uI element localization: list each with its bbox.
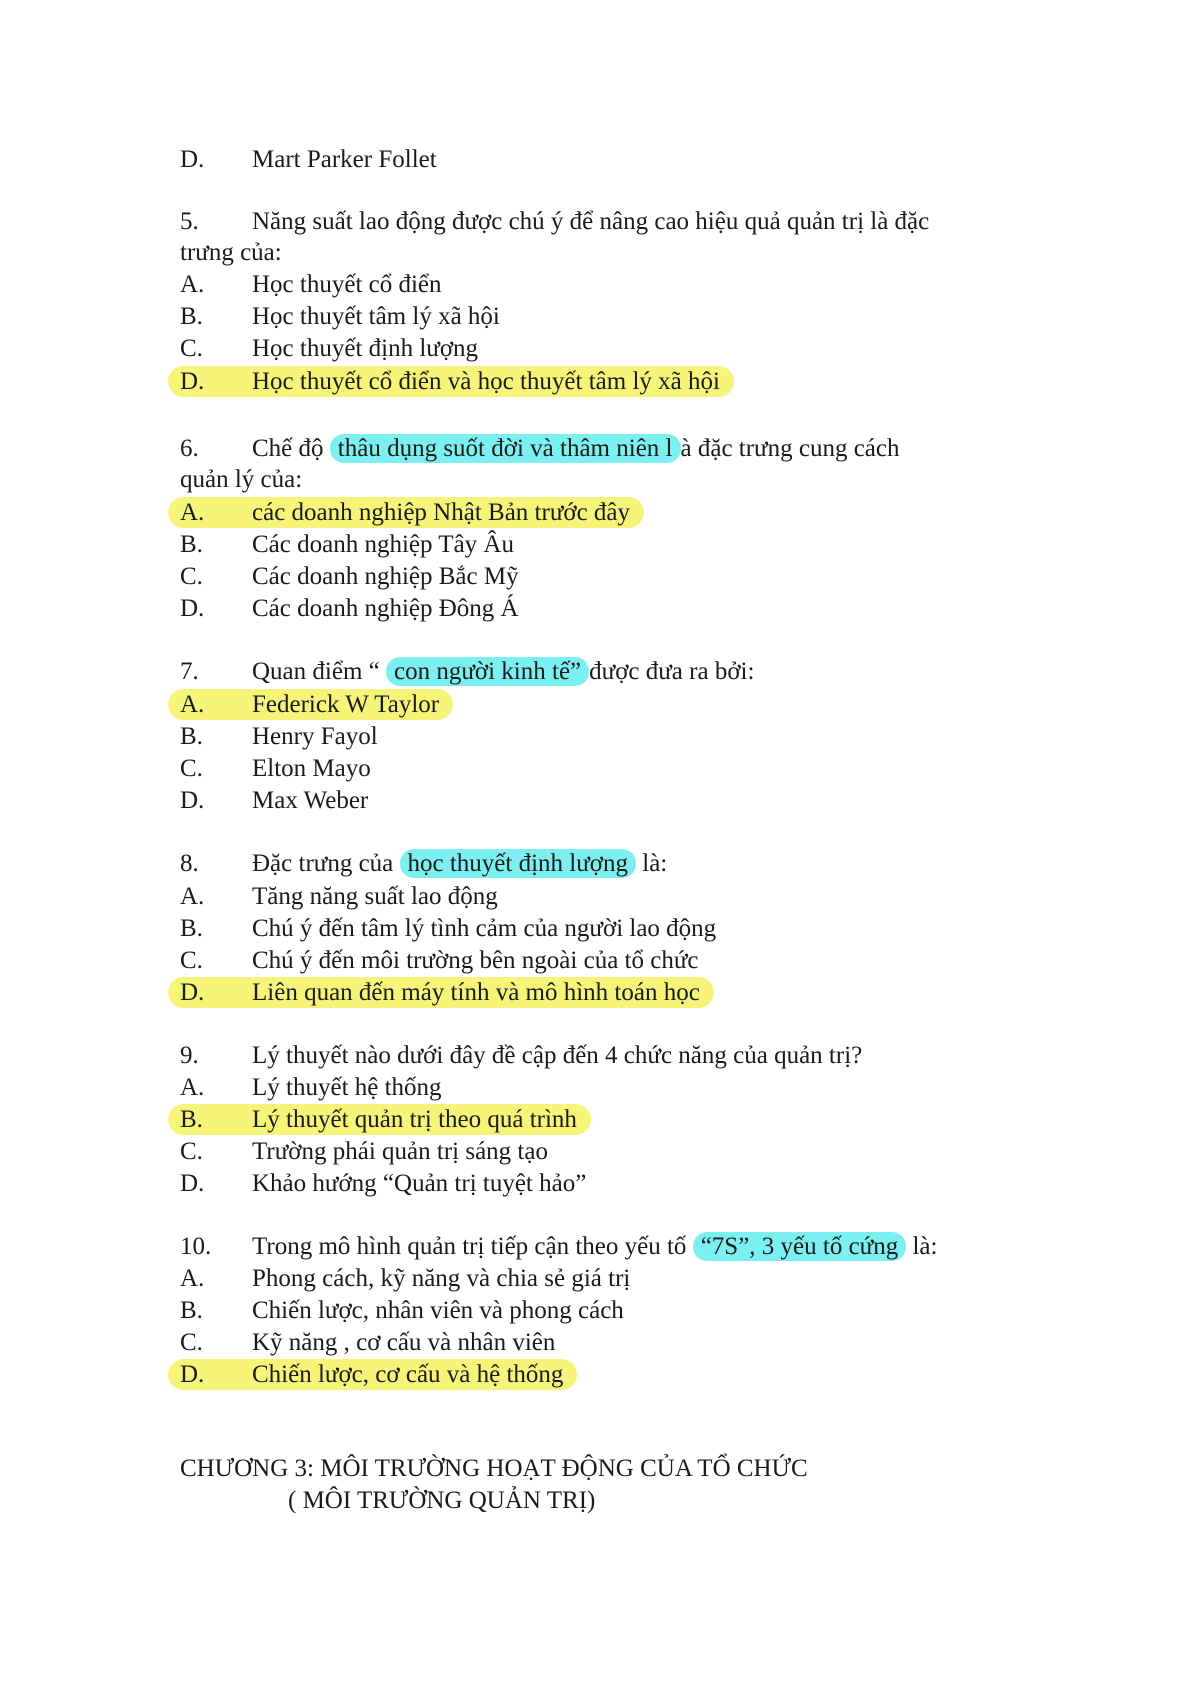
q5-stem-line2: trưng của: — [180, 239, 282, 266]
option-text: Lý thuyết hệ thống — [252, 1074, 442, 1101]
option-text: Liên quan đến máy tính và mô hình toán học — [252, 979, 700, 1006]
option-label: D. — [180, 368, 205, 395]
q6-option-d — [180, 593, 519, 625]
option-label: C. — [180, 1329, 203, 1356]
option-label: B. — [180, 531, 203, 558]
option-label: B. — [180, 1106, 203, 1133]
option-text: Max Weber — [252, 787, 369, 814]
option-text: Henry Fayol — [252, 723, 378, 750]
option-text: Các doanh nghiệp Đông Á — [252, 595, 519, 622]
option-text: Trường phái quản trị sáng tạo — [252, 1138, 548, 1165]
option-label: A. — [180, 271, 205, 298]
chapter-title: CHƯƠNG 3: MÔI TRƯỜNG HOẠT ĐỘNG CỦA TỔ CHỨC — [180, 1455, 808, 1482]
option-text: Tăng năng suất lao động — [252, 883, 498, 910]
option-label: A. — [180, 1265, 205, 1292]
term-highlight: “7S”, 3 yếu tố cứng — [693, 1232, 907, 1261]
option-label: A. — [180, 499, 205, 526]
q6-stem — [180, 433, 900, 465]
q5-option-d — [180, 366, 734, 398]
option-text: Lý thuyết quản trị theo quá trình — [252, 1106, 577, 1133]
q5-option-c — [180, 333, 478, 365]
q9-stem — [180, 1040, 862, 1072]
q10-option-d — [180, 1359, 577, 1391]
option-text: các doanh nghiệp Nhật Bản trước đây — [252, 499, 631, 526]
option-text: Các doanh nghiệp Tây Âu — [252, 531, 514, 558]
question-text: Năng suất lao động được chú ý để nâng cao hiệu quả quản trị là đặc — [252, 208, 930, 235]
option-text: Mart Parker Follet — [252, 146, 437, 173]
q5-option-a — [180, 269, 442, 301]
q9-option-b — [180, 1104, 591, 1136]
term-highlight: thâu dụng suốt đời và thâm niên l — [330, 434, 681, 463]
question-text: Trong mô hình quản trị tiếp cận theo yếu tố — [252, 1233, 693, 1260]
option-text: Elton Mayo — [252, 755, 371, 782]
question-text: Đặc trưng của — [252, 850, 400, 877]
option-text: Chú ý đến môi trường bên ngoài của tổ chức — [252, 947, 699, 974]
question-text-rest: là: — [636, 850, 668, 877]
question-number: 10. — [180, 1233, 212, 1260]
option-text: Chú ý đến tâm lý tình cảm của người lao động — [252, 915, 717, 942]
q6-option-b — [180, 529, 514, 561]
option-text: Học thuyết cổ điển và học thuyết tâm lý xã hội — [252, 368, 720, 395]
q10-option-a — [180, 1263, 630, 1295]
option-text: Học thuyết tâm lý xã hội — [252, 303, 500, 330]
q7-option-c — [180, 753, 371, 785]
answer-highlight — [168, 689, 453, 720]
q7-stem — [180, 656, 754, 688]
option-text: Chiến lược, nhân viên và phong cách — [252, 1297, 624, 1324]
q6-stem-line2: quản lý của: — [180, 466, 303, 493]
option-label: C. — [180, 1138, 203, 1165]
q10-option-b — [180, 1295, 624, 1327]
option-text: Học thuyết định lượng — [252, 335, 479, 362]
q8-option-d — [180, 977, 714, 1009]
option-label: A. — [180, 883, 205, 910]
q8-stem — [180, 848, 667, 880]
q4-option-d — [180, 144, 437, 176]
option-text: Khảo hướng “Quản trị tuyệt hảo” — [252, 1170, 587, 1197]
option-label: B. — [180, 1297, 203, 1324]
q8-option-a — [180, 881, 498, 913]
question-number: 7. — [180, 658, 199, 685]
q10-option-c — [180, 1327, 555, 1359]
q9-option-c — [180, 1136, 548, 1168]
option-label: C. — [180, 335, 203, 362]
q5-stem — [180, 206, 929, 238]
option-text: Các doanh nghiệp Bắc Mỹ — [252, 563, 519, 590]
option-label: C. — [180, 563, 203, 590]
option-text: Chiến lược, cơ cấu và hệ thống — [252, 1361, 564, 1388]
answer-highlight — [168, 366, 734, 397]
question-text-rest: à đặc trưng cung cách — [680, 435, 900, 462]
option-text: Kỹ năng , cơ cấu và nhân viên — [252, 1329, 556, 1356]
q9-option-a — [180, 1072, 442, 1104]
option-text: Học thuyết cổ điển — [252, 271, 442, 298]
q6-option-a — [180, 497, 644, 529]
question-number: 6. — [180, 435, 199, 462]
q8-option-c — [180, 945, 698, 977]
option-label: C. — [180, 755, 203, 782]
question-text: Lý thuyết nào dưới đây đề cập đến 4 chức năng của quản trị? — [252, 1042, 863, 1069]
option-text: Phong cách, kỹ năng và chia sẻ giá trị — [252, 1265, 631, 1292]
q5-option-b — [180, 301, 500, 333]
option-label: D. — [180, 979, 205, 1006]
option-label: D. — [180, 146, 205, 173]
option-label: D. — [180, 1170, 205, 1197]
q7-option-d — [180, 785, 368, 817]
question-text-rest: là: — [906, 1233, 938, 1260]
question-number: 9. — [180, 1042, 199, 1069]
question-text: Chế độ — [252, 435, 330, 462]
q10-stem — [180, 1231, 937, 1263]
term-highlight: con người kinh tế” — [386, 657, 589, 686]
answer-highlight — [168, 1359, 577, 1390]
option-label: D. — [180, 595, 205, 622]
term-highlight: học thuyết định lượng — [400, 849, 637, 878]
question-number: 5. — [180, 208, 199, 235]
option-label: A. — [180, 1074, 205, 1101]
option-text: Federick W Taylor — [252, 691, 440, 718]
option-label: B. — [180, 303, 203, 330]
option-label: B. — [180, 915, 203, 942]
q7-option-a — [180, 689, 453, 721]
option-label: D. — [180, 1361, 205, 1388]
q7-option-b — [180, 721, 378, 753]
option-label: B. — [180, 723, 203, 750]
q6-option-c — [180, 561, 519, 593]
answer-highlight — [168, 1104, 591, 1135]
question-text-rest: được đưa ra bởi: — [589, 658, 755, 685]
q8-option-b — [180, 913, 716, 945]
q9-option-d — [180, 1168, 586, 1200]
question-text: Quan điểm “ — [252, 658, 386, 685]
answer-highlight — [168, 977, 714, 1008]
option-label: A. — [180, 691, 205, 718]
option-label: C. — [180, 947, 203, 974]
question-number: 8. — [180, 850, 199, 877]
answer-highlight — [168, 497, 644, 528]
option-label: D. — [180, 787, 205, 814]
chapter-subtitle: ( MÔI TRƯỜNG QUẢN TRỊ) — [288, 1487, 596, 1514]
